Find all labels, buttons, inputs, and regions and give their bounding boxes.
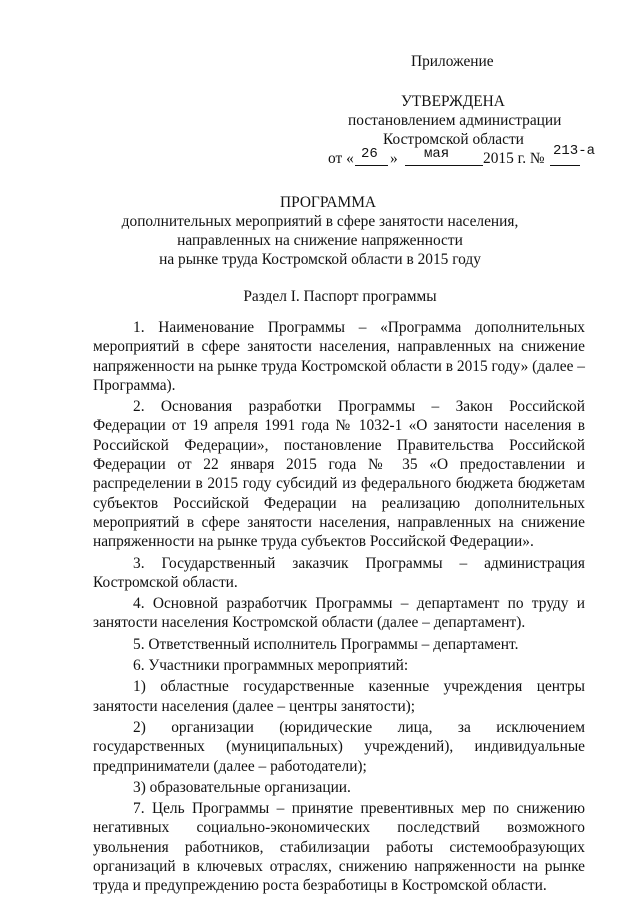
paragraph-developer: 4. Основной разработчик Программы – департамент по труду и занятости населения Костромской области (далее – департамент). [93,595,585,632]
paragraph-participants: 6. Участники программных мероприятий: [133,657,409,675]
resolution-number: 213-а [553,143,596,159]
day-underline [355,165,388,166]
paragraph-legal-basis: 2. Основания разработки Программы – Закон Российской Федерации от 19 апреля 1991 года № 1032-1 «О занятости населения в Российской Федерации», постановление Правительства Российской Федерации от 22 января 2015 года № 35 «О предоставлении и распределении в 2015 году субсидий из федерального бюджета бюджетам субъектов Российской Федерации на реализацию дополнительных мероприятий в сфере занятости населения, направленных на снижение напряженности на рынке труда субъектов Российской Федерации». [93,398,585,551]
date-year-number: 2015 г. № [483,150,545,167]
document-body [93,318,585,898]
paragraph-executor: 5. Ответственный исполнитель Программы – департамент. [133,635,519,653]
program-subtitle-line3: на рынке труда Костромской области в 2015 году [159,251,481,268]
appendix-label: Приложение [411,53,494,70]
paragraph-program-name: 1. Наименование Программы – «Программа дополнительных мероприятий в сфере занятости населения, направленных на снижение напряженности на рынке труда Костромской области в 2015 году» (далее – Программа). [93,319,585,394]
list-item-employment-centers: 1) областные государственные казенные учреждения центры занятости населения (далее – центры занятости); [93,678,585,715]
program-title: ПРОГРАММА [279,194,377,211]
section-heading: Раздел I. Паспорт программы [243,288,437,305]
region-label: Костромской области [383,131,524,148]
paragraph-program-goal: 7. Цель Программы – принятие превентивных мер по снижению негативных социально-экономических последствий возможного увольнения работников, стабилизации работы системообразующих организаций в ключевых отраслях, снижению напряженности на рынке труда и предупреждению роста безработицы в Костромской области. [93,800,585,895]
paragraph-customer: 3. Государственный заказчик Программы – администрация Костромской области. [93,554,585,591]
program-subtitle-line2: направленных на снижение напряженности [177,232,463,249]
list-item-educational-orgs: 3) образовательные организации. [133,778,351,796]
approved-label: УТВЕРЖДЕНА [401,93,505,110]
date-month: мая [424,146,450,162]
month-underline [405,165,483,166]
resolution-label: постановлением администрации [348,112,562,129]
list-item-employers: 2) организации (юридические лица, за исключением государственных (муниципальных) учреждений), индивидуальные предприниматели (далее – работодатели); [93,718,585,775]
date-day: 26 [361,146,378,162]
date-day-close: » [390,150,398,167]
date-prefix: от « [328,150,354,167]
number-underline [550,165,580,166]
program-subtitle-line1: дополнительных мероприятий в сфере занятости населения, [121,213,519,230]
